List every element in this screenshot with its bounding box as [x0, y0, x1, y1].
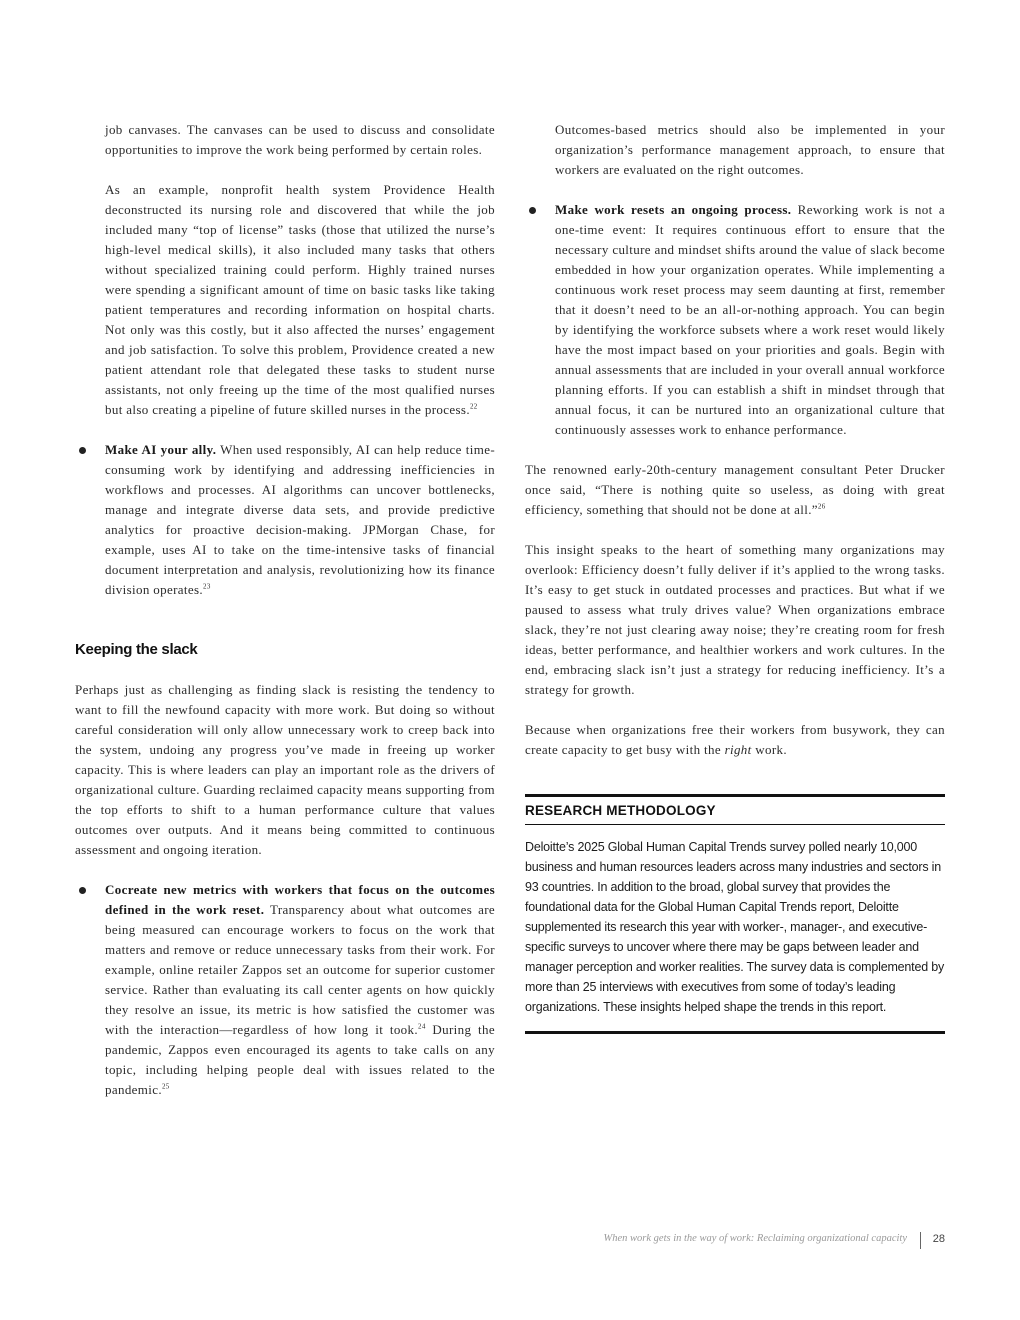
methodology-text: Deloitte’s 2025 Global Human Capital Trends survey polled nearly 10,000 business and human resources leaders across many industries and sectors in 93 countries. In addition to the broad, global survey that provides the foundational data for the Global Human Capital Trends report, Deloitte supplemented its research this year with worker-, manager-, and executive-specific surveys to uncover where there may be gaps between leader and manager perception and worker realities. The survey data is complemented by more than 25 interviews with executives from some of today’s leading organizations. These insights helped shape the trends in this report.	[525, 840, 945, 1014]
bullet-dot-icon	[79, 887, 86, 894]
section-heading: Keeping the slack	[75, 641, 198, 658]
bullet-ai-ally: Make AI your ally. When used responsibly, AI can help reduce time-consuming work by identifying and addressing inefficiencies in workflows and processes. AI algorithms can uncover bottlenecks, manage and integrate diverse data sets, and provide predictive analytics for proactive decision-making. JPMorgan Chase, for example, uses AI to take on the time-intensive tasks of financial document interpretation and analysis, revolutionizing how its finance division operates.$^{23}$	[75, 440, 495, 600]
bullet-lead: Make AI your ally.	[105, 442, 217, 457]
page-footer	[500, 1233, 945, 1249]
footnote-ref: 24	[417, 1022, 426, 1031]
page-number: 28	[932, 1233, 945, 1245]
bullet-work-resets: Make work resets an ongoing process. Reworking work is not a one-time event: It requires continuous effort to ensure that the necessary culture and mindset shifts around the value of slack become embedded in how your organization operates. While implementing a continuous work reset process may seem daunting at first, remember that it doesn’t need to be an all-or-nothing approach. You can begin by identifying the workforce subsets where a work reset would likely have the most impact based on your priorities and goals. Begin with annual assessments that are included in your overall annual workforce planning efforts. If you can establish a shift in mindset through that annual focus, it can be nurtured into an organizational culture that continuously assesses work to enhance performance.	[525, 200, 945, 440]
paragraph-outcomes-metrics: Outcomes-based metrics should also be implemented in your organization’s performance management approach, to ensure that workers are evaluated on the right outcomes.	[555, 122, 945, 177]
bullet-dot-icon	[529, 207, 536, 214]
footnote-ref: 25	[161, 1082, 170, 1091]
research-methodology-box	[525, 794, 945, 1034]
paragraph-keeping-slack: Perhaps just as challenging as finding slack is resisting the tendency to want to fill the newfound capacity with more work. But doing so without careful consideration will only allow unnecessary work to creep back into the system, undoing any progress you’ve made in freeing up worker capacity. This is where leaders can play an important role as the drivers of organizational culture. Guarding reclaimed capacity means supporting from the top efforts to shift to a human performance culture that values outcomes over outputs. And it means being committed to continuous assessment and ongoing iteration.	[75, 682, 495, 857]
bullet-dot-icon	[79, 447, 86, 454]
footnote-ref: 22	[469, 402, 478, 411]
paragraph-providence-example: As an example, nonprofit health system Providence Health deconstructed its nursing role and discovered that while the job included many “top of license” tasks (those that utilized the nurse’s high-level medical skills), it also included many tasks that others without specialized training could perform. Highly trained nurses were spending a significant amount of time on basic tasks like taking patient temperatures and recording information on hospital charts. Not only was this costly, but it also affected the nurses’ engagement and job satisfaction. To solve this problem, Providence created a new patient attendant role that delegated these tasks to student nurse assistants, not only freeing up the time of the most qualified nurses but also creating a pipeline of future skilled nurses in the process.$^{22}$	[105, 182, 495, 417]
footer-divider	[920, 1232, 921, 1249]
emphasis-right: right	[724, 742, 752, 757]
paragraph-insight: This insight speaks to the heart of something many organizations may overlook: Efficiency doesn’t fully deliver if it’s applied to the wrong tasks. It’s easy to get stuck in outdated processes and practices. But what if we paused to assess what truly drives value? When organizations embrace slack, they’re not just clearing away noise; they’re creating room for fresh ideas, better performance, and healthier workers and work cultures. In the end, embracing slack isn’t just a strategy for reducing inefficiency. It’s a strategy for growth.	[525, 542, 945, 697]
methodology-title: RESEARCH METHODOLOGY	[525, 801, 945, 825]
bullet-lead: Cocreate new metrics with workers that focus on the outcomes defined in the work reset.	[105, 882, 495, 917]
footnote-ref: 26	[817, 502, 826, 511]
bullet-lead: Make work resets an ongoing process.	[555, 202, 792, 217]
left-column	[75, 120, 495, 1100]
right-column	[525, 120, 945, 1034]
footer-title: When work gets in the way of work: Reclaiming organizational capacity	[603, 1233, 907, 1244]
footnote-ref: 23	[203, 582, 211, 591]
bullet-cocreate-metrics: Cocreate new metrics with workers that focus on the outcomes defined in the work reset. Transparency about what outcomes are being measured can encourage workers to focus on the work that matters and remove or reduce unnecessary tasks from their work. For example, online retailer Zappos set an outcome for superior customer service. Rather than evaluating its call center agents on how quickly they resolve an issue, its metric is how satisfied the customer was with the interaction—regardless of how long it took.$^{24}$ During the pandemic, Zappos even encouraged its agents to take calls on any topic, including helping people deal with issues related to the pandemic.$^{25}$	[75, 880, 495, 1100]
paragraph-job-canvases: job canvases. The canvases can be used to discuss and consolidate opportunities to improve the work being performed by certain roles.	[105, 122, 495, 157]
paragraph-conclusion: Because when organizations free their workers from busywork, they can create capacity to get busy with the right work.	[525, 722, 945, 757]
paragraph-drucker-quote: The renowned early-20th-century management consultant Peter Drucker once said, “There is nothing quite so useless, as doing with great efficiency, something that should not be done at all.”$^{26}$	[525, 462, 945, 517]
